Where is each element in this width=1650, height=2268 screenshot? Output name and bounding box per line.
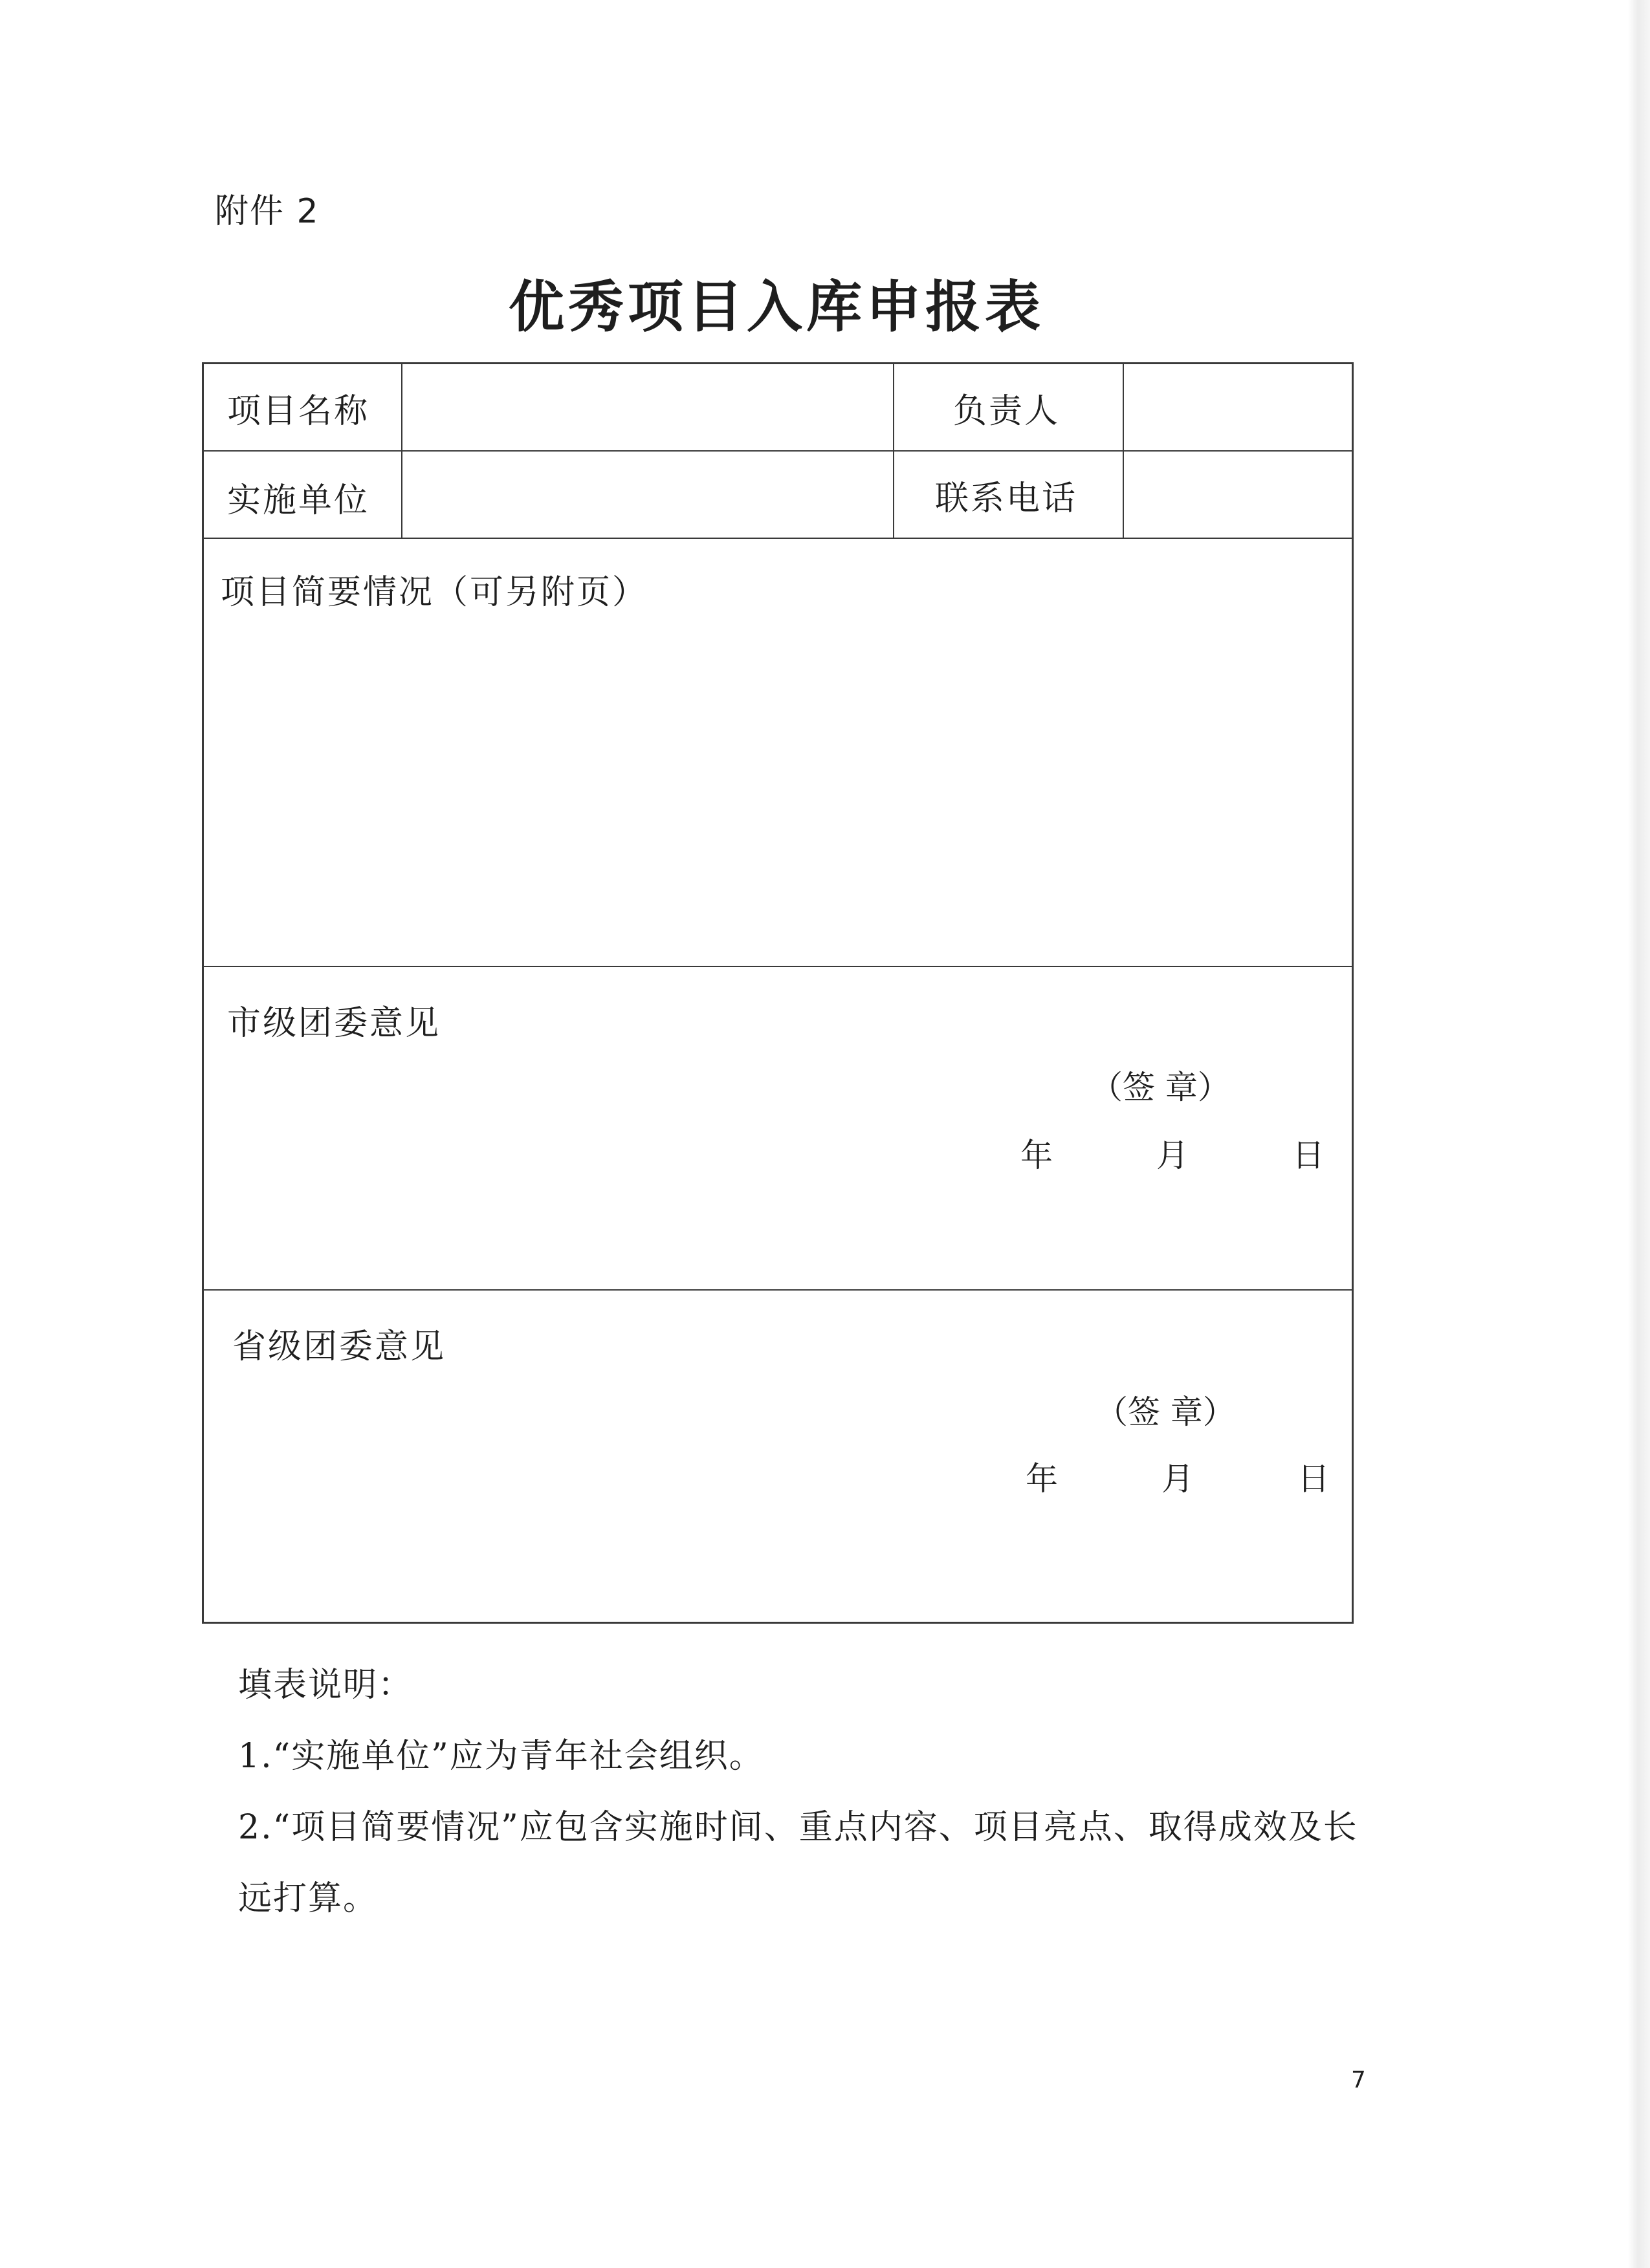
instructions-heading: 填表说明： bbox=[238, 1666, 413, 1705]
city-day-label: 日 bbox=[1292, 1137, 1325, 1174]
unit-field[interactable] bbox=[408, 456, 886, 534]
instruction-item-2: 2.“项目简要情况”应包含实施时间、重点内容、项目亮点、取得成效及长远打算。 bbox=[238, 1808, 1358, 1918]
city-opinion-label: 市级团委意见 bbox=[227, 1004, 441, 1043]
phone-label: 联系电话 bbox=[935, 479, 1078, 518]
row-divider-2 bbox=[204, 538, 1352, 539]
leader-field[interactable] bbox=[1129, 369, 1349, 447]
filling-instructions bbox=[238, 1650, 1377, 1934]
project-name-label: 项目名称 bbox=[227, 392, 370, 431]
city-month-label: 月 bbox=[1156, 1137, 1189, 1174]
page-number: 7 bbox=[1351, 2067, 1366, 2093]
col-divider-3 bbox=[1123, 364, 1124, 538]
summary-field[interactable] bbox=[217, 616, 1336, 953]
summary-label: 项目简要情况（可另附页） bbox=[221, 573, 648, 612]
unit-label: 实施单位 bbox=[227, 481, 370, 520]
row-divider-4 bbox=[204, 1289, 1352, 1291]
row-divider-1 bbox=[204, 450, 1352, 452]
application-form-table bbox=[202, 362, 1354, 1624]
province-opinion-label: 省级团委意见 bbox=[232, 1327, 446, 1366]
city-year-label: 年 bbox=[1020, 1137, 1053, 1174]
province-seal-label: （签 章） bbox=[1095, 1393, 1235, 1431]
project-name-field[interactable] bbox=[408, 369, 886, 447]
form-title: 优秀项目入库申报表 bbox=[509, 274, 1044, 340]
row-divider-3 bbox=[204, 966, 1352, 967]
col-divider-2 bbox=[893, 364, 894, 538]
province-day-label: 日 bbox=[1297, 1460, 1330, 1498]
instruction-item-1: 1.“实施单位”应为青年社会组织。 bbox=[238, 1737, 764, 1776]
province-year-label: 年 bbox=[1026, 1460, 1058, 1498]
scan-edge-shadow bbox=[1628, 0, 1650, 2268]
col-divider-1 bbox=[401, 364, 402, 538]
phone-field[interactable] bbox=[1129, 456, 1349, 534]
leader-label: 负责人 bbox=[953, 392, 1061, 431]
province-month-label: 月 bbox=[1161, 1460, 1194, 1498]
annex-label: 附件 2 bbox=[215, 192, 320, 231]
city-seal-label: （签 章） bbox=[1090, 1069, 1230, 1106]
